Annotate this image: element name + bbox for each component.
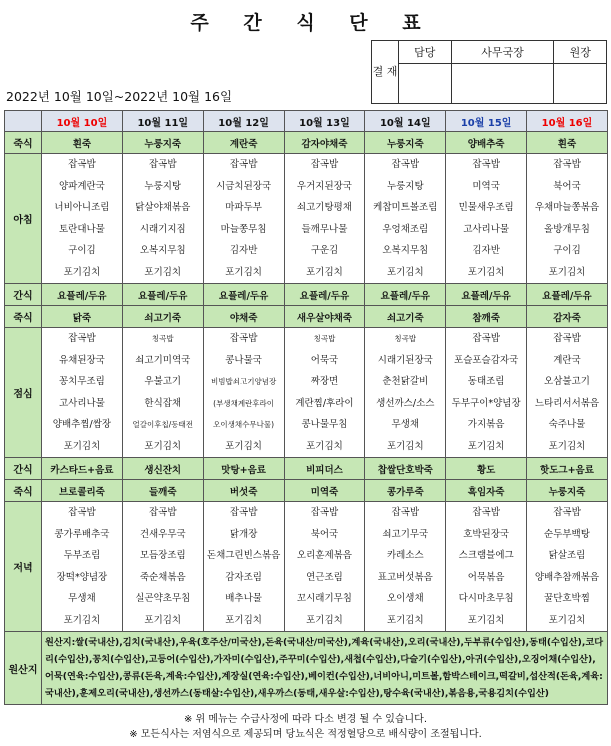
menu-item: 우거지된장국	[296, 180, 352, 192]
menu-item: 쇠고기무국	[382, 528, 429, 540]
menu-item: 비빔밥쇠고기양념장	[211, 377, 277, 386]
origin-row	[5, 632, 608, 705]
menu-item: 들깨무나물	[301, 223, 348, 235]
snack-item: 맛탕+음료	[203, 458, 284, 480]
approval-role-manager: 사무국장	[451, 41, 554, 64]
menu-item: 잡곡밥	[229, 159, 258, 170]
snack-item: 찹쌀단호박죽	[365, 458, 446, 480]
snack1-row	[5, 284, 608, 306]
menu-item: 미역국	[472, 180, 500, 192]
menu-item: 무생채	[68, 593, 96, 604]
meal-cell	[122, 154, 203, 284]
juk1-row	[5, 132, 608, 154]
menu-item: 포기김치	[548, 614, 586, 626]
menu-item: 잡곡밥	[472, 333, 500, 344]
menu-item: 우채마늘쫑볶음	[534, 202, 600, 213]
menu-item: 포기김치	[467, 440, 505, 452]
menu-item: 양배추찜/쌈장	[52, 419, 112, 430]
menu-item: 감자조림	[225, 571, 262, 583]
menu-item: 콩가루배추국	[54, 528, 110, 540]
meal-cell	[527, 502, 608, 632]
menu-item: 잡곡밥	[149, 507, 177, 518]
date-header: 10월 15일	[446, 111, 527, 132]
menu-item: 포슬포슬감자국	[454, 354, 519, 366]
snack2-row	[5, 458, 608, 480]
menu-item: 닭살조림	[548, 550, 586, 561]
menu-item: 순두부백탕	[544, 528, 590, 540]
menu-item: 오삼불고기	[544, 376, 590, 387]
menu-item: 포기김치	[225, 266, 262, 278]
meal-cell	[527, 154, 608, 284]
porridge-item: 쇠고기죽	[122, 306, 203, 328]
meal-cell	[446, 502, 527, 632]
menu-item: 잡곡밥	[472, 159, 500, 170]
menu-item: 오이생채	[386, 593, 424, 604]
menu-item: 잡곡밥	[68, 333, 96, 344]
menu-item: 마파두부	[225, 202, 262, 213]
category-label: 간식	[5, 458, 42, 480]
date-header: 10월 16일	[527, 111, 608, 132]
porridge-item: 감자죽	[527, 306, 608, 328]
meal-cell	[122, 328, 203, 458]
menu-item: 칭곡밥	[394, 334, 417, 343]
menu-item: 모듬장조림	[139, 550, 186, 561]
menu-item: 잡곡밥	[68, 159, 96, 170]
menu-item: 잡곡밥	[553, 507, 581, 518]
menu-item: 포기김치	[63, 614, 101, 626]
menu-item: 연근조림	[306, 571, 343, 583]
menu-item: 올방개무침	[544, 223, 590, 235]
snack-item: 카스타드+음료	[42, 458, 123, 480]
menu-item: 칭곡밥	[313, 334, 336, 343]
page-title: 주 간 식 단 표	[190, 12, 435, 34]
porridge-item: 쇠고기죽	[365, 306, 446, 328]
juk3-row	[5, 480, 608, 502]
menu-item: 포기김치	[467, 614, 505, 626]
menu-item: 호박된장국	[463, 528, 510, 540]
menu-item: 너비아니조림	[54, 202, 110, 213]
menu-item: 배추나물	[225, 593, 262, 604]
approval-sign-staff	[399, 64, 452, 104]
menu-item: 돈채그린빈스볶음	[206, 550, 281, 561]
menu-item: 토란대나물	[58, 223, 105, 235]
category-label: 점심	[5, 328, 42, 458]
porridge-item: 계란죽	[203, 132, 284, 154]
menu-item: 포기김치	[386, 440, 424, 452]
category-label: 원산지	[5, 632, 42, 705]
category-label: 죽식	[5, 480, 42, 502]
porridge-item: 누룽지죽	[122, 132, 203, 154]
meal-cell	[203, 502, 284, 632]
menu-item: 얼갈이후칩/동태전	[132, 420, 194, 429]
menu-item: 누룽지탕	[386, 180, 424, 192]
snack-item: 요플레/두유	[284, 284, 365, 306]
menu-item: 포기김치	[467, 266, 505, 278]
menu-item: 닭살야채볶음	[135, 202, 191, 213]
approval-sign-manager	[451, 64, 554, 104]
snack-item: 요플레/두유	[527, 284, 608, 306]
menu-item: 꼬시래기무침	[296, 593, 352, 604]
menu-item: 구이김	[553, 245, 581, 256]
menu-item: 느타리서서볶음	[534, 397, 600, 409]
snack-item: 황도	[446, 458, 527, 480]
origin-text: 원산지:쌀(국내산),김치(국내산),우육(호주산/미국산),돈육(국내산/미국산),계육(국내산),오리(국내산),두부류(수입산),동태(수입산),코다리(수입산),꽁치(수입산),고등어(수입산),가자미(수입산),주꾸미(수입산),새첩(수입산),다슬기(수입산),아귀(수입산),오징어채(수입산),어묵(연육:수입산),콩류(돈육,계육:수입산),계장실(연육:수입산),베이컨(수입산),너비아니,미트볼,함박스테이크,떡갈비,섭산적(돈육,계육:국내산),훈제오리(국내산),생선까스(동태살:수입산),새우까스(동태,새우살:수입산),탕수육(국내산),볶음용,국용김치(수입산)	[42, 632, 608, 705]
menu-item: 칭곡밥	[151, 334, 174, 343]
menu-item: 포기김치	[548, 266, 586, 278]
menu-item: 고사리나물	[58, 397, 105, 409]
breakfast-row	[5, 154, 608, 284]
snack-item: 요플레/두유	[122, 284, 203, 306]
meal-cell	[284, 502, 365, 632]
menu-item: 시금치된장국	[216, 180, 272, 192]
menu-item: 시래기지짐	[139, 223, 186, 235]
menu-item: 잡곡밥	[310, 159, 339, 170]
porridge-item: 양배추죽	[446, 132, 527, 154]
snack-item: 요플레/두유	[203, 284, 284, 306]
menu-item: 구이김	[68, 245, 96, 256]
notes	[0, 712, 611, 742]
menu-item: 오복지무침	[139, 245, 186, 256]
menu-item: 포기김치	[548, 440, 586, 452]
menu-item: 양파계란국	[58, 180, 105, 192]
snack-item: 핫도그+음료	[527, 458, 608, 480]
menu-item: 표고버섯볶음	[377, 571, 433, 583]
meal-cell	[203, 154, 284, 284]
weekly-menu-table	[4, 110, 608, 705]
porridge-item: 닭죽	[42, 306, 123, 328]
date-header: 10월 13일	[284, 111, 365, 132]
porridge-item: 흑임자죽	[446, 480, 527, 502]
menu-item: 포기김치	[225, 614, 262, 626]
category-label: 죽식	[5, 306, 42, 328]
menu-item: 우불고기	[144, 376, 182, 387]
meal-cell	[203, 328, 284, 458]
approval-box	[371, 40, 607, 104]
menu-item: 북어국	[310, 528, 339, 540]
porridge-item: 새우살야채죽	[284, 306, 365, 328]
menu-item: 동태조림	[467, 376, 505, 387]
category-label: 죽식	[5, 132, 42, 154]
menu-item: 우엉채조림	[382, 223, 429, 235]
note-line: ※ 모든식사는 저염식으로 제공되며 당뇨식은 적정혈당으로 배식량이 조절됩니다.	[129, 729, 482, 740]
menu-item: 쇠고기미역국	[135, 354, 191, 366]
porridge-item: 누룽지죽	[365, 132, 446, 154]
menu-item: 잡곡밥	[553, 159, 581, 170]
category-label: 저녁	[5, 502, 42, 632]
porridge-item: 누룽지죽	[527, 480, 608, 502]
menu-item: 포기김치	[63, 266, 101, 278]
porridge-item: 버섯죽	[203, 480, 284, 502]
menu-item: 김자반	[472, 245, 500, 256]
menu-item: 쇠고기탕평채	[296, 202, 352, 213]
porridge-item: 브로콜리죽	[42, 480, 123, 502]
menu-item: 잡곡밥	[229, 333, 258, 344]
menu-item: 포기김치	[144, 614, 182, 626]
meal-cell	[284, 154, 365, 284]
date-header-row	[5, 111, 608, 132]
porridge-item: 참깨죽	[446, 306, 527, 328]
meal-cell	[365, 154, 446, 284]
menu-item: 포기김치	[306, 614, 343, 626]
date-header: 10월 10일	[42, 111, 123, 132]
lunch-row	[5, 328, 608, 458]
menu-item: 가지볶음	[467, 419, 505, 430]
menu-item: 구운김	[310, 245, 339, 256]
menu-item: 포기김치	[63, 440, 101, 452]
porridge-item: 감자야채죽	[284, 132, 365, 154]
menu-item: 춘천닭갈비	[382, 376, 429, 387]
menu-item: 오복지무침	[382, 245, 429, 256]
menu-item: 잡곡밥	[391, 159, 420, 170]
menu-item: 짜장면	[310, 376, 339, 387]
menu-item: 케찹미트볼조림	[373, 202, 438, 213]
dinner-row	[5, 502, 608, 632]
menu-item: 건새우무국	[139, 528, 186, 540]
meal-cell	[42, 502, 123, 632]
menu-item: 오이생채수무나물)	[213, 420, 275, 429]
menu-item: 어묵국	[310, 354, 339, 366]
menu-item: 포기김치	[386, 614, 424, 626]
menu-item: 숙주나물	[548, 419, 586, 430]
menu-item: 잡곡밥	[472, 507, 500, 518]
menu-item: 시래기된장국	[377, 354, 433, 366]
menu-item: 북어국	[553, 180, 581, 192]
snack-item: 요플레/두유	[365, 284, 446, 306]
menu-item: 무생채	[391, 419, 420, 430]
menu-item: 계란국	[553, 354, 581, 366]
menu-item: 카레소스	[386, 550, 424, 561]
porridge-item: 야채죽	[203, 306, 284, 328]
menu-item: 잡곡밥	[229, 507, 258, 518]
date-header: 10월 14일	[365, 111, 446, 132]
note-line: ※ 위 메뉴는 수급사정에 따라 다소 변경 될 수 있습니다.	[183, 714, 428, 725]
menu-item: 오리훈제볶음	[296, 550, 352, 561]
snack-item: 요플레/두유	[446, 284, 527, 306]
meal-cell	[284, 328, 365, 458]
meal-cell	[446, 328, 527, 458]
menu-item: 생선까스/소스	[376, 397, 435, 409]
menu-item: 잡곡밥	[391, 507, 420, 518]
menu-item: 계란찜/후라이	[295, 397, 354, 409]
menu-item: 꽁치무조림	[58, 376, 105, 387]
menu-item: 양배추참깨볶음	[534, 571, 600, 583]
meal-cell	[446, 154, 527, 284]
menu-item: 민물새우조림	[458, 202, 514, 213]
menu-item: 잡곡밥	[149, 159, 177, 170]
menu-item: (부생채계란후라이	[213, 398, 275, 408]
menu-item: 죽순채볶음	[139, 571, 186, 583]
menu-item: 장떡*양념장	[56, 571, 108, 583]
meal-cell	[365, 502, 446, 632]
menu-item: 다시마초무침	[458, 593, 514, 604]
menu-period: 2022년 10월 10일~2022년 10월 16일	[6, 89, 233, 104]
approval-label: 결 재	[372, 41, 399, 104]
approval-role-director: 원장	[554, 41, 607, 64]
porridge-item: 미역죽	[284, 480, 365, 502]
meal-cell	[42, 328, 123, 458]
porridge-item: 흰죽	[42, 132, 123, 154]
menu-item: 한식잡채	[144, 397, 182, 409]
date-header: 10월 12일	[203, 111, 284, 132]
menu-item: 어묵볶음	[467, 571, 505, 583]
meal-cell	[365, 328, 446, 458]
menu-item: 포기김치	[306, 266, 343, 278]
menu-item: 포기김치	[306, 440, 343, 452]
porridge-item: 콩가루죽	[365, 480, 446, 502]
snack-item: 요플레/두유	[42, 284, 123, 306]
menu-item: 꿀단호박찜	[544, 593, 590, 604]
menu-item: 누룽지탕	[144, 180, 182, 192]
menu-item: 포기김치	[144, 440, 182, 452]
menu-item: 잡곡밥	[68, 507, 96, 518]
menu-item: 잡곡밥	[310, 507, 339, 518]
date-header: 10월 11일	[122, 111, 203, 132]
menu-item: 포기김치	[144, 266, 182, 278]
menu-item: 두부조림	[63, 550, 101, 561]
menu-item: 콩나물국	[225, 354, 262, 366]
menu-item: 유채된장국	[58, 354, 105, 366]
menu-item: 닭개장	[229, 528, 258, 540]
menu-item: 잡곡밥	[553, 333, 581, 344]
snack-item: 비피더스	[284, 458, 365, 480]
snack-item: 생신잔치	[122, 458, 203, 480]
menu-item: 실곤약초무침	[135, 593, 191, 604]
menu-item: 포기김치	[225, 440, 262, 452]
menu-item: 두부구이*양념장	[451, 397, 521, 409]
approval-sign-director	[554, 64, 607, 104]
approval-role-staff: 담당	[399, 41, 452, 64]
meal-cell	[527, 328, 608, 458]
menu-item: 스크램블에그	[458, 550, 514, 561]
juk2-row	[5, 306, 608, 328]
porridge-item: 들깨죽	[122, 480, 203, 502]
porridge-item: 흰죽	[527, 132, 608, 154]
category-label: 아침	[5, 154, 42, 284]
menu-item: 고사리나물	[463, 223, 510, 235]
menu-item: 김자반	[229, 245, 258, 256]
meal-cell	[42, 154, 123, 284]
menu-item: 포기김치	[386, 266, 424, 278]
menu-item: 마늘쫑무침	[220, 223, 267, 235]
meal-cell	[122, 502, 203, 632]
header-corner	[5, 111, 42, 132]
menu-item: 콩나물무침	[301, 419, 348, 430]
category-label: 간식	[5, 284, 42, 306]
